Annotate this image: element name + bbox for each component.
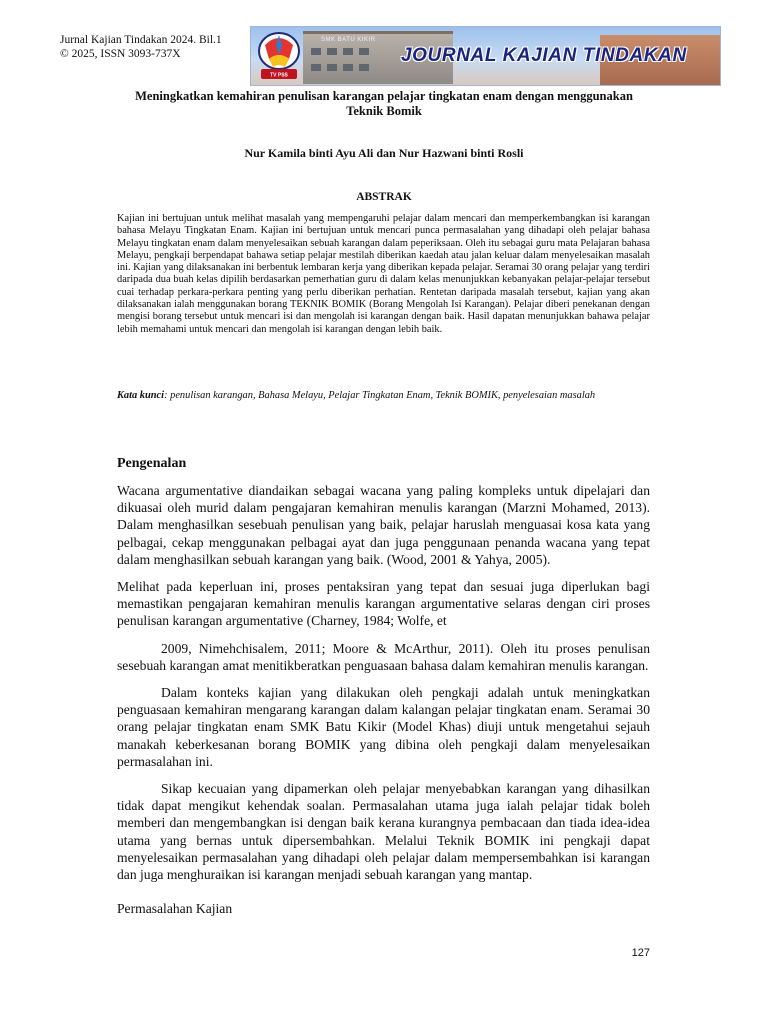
journal-banner	[250, 26, 721, 86]
page-number: 127	[631, 947, 650, 959]
abstract-heading: ABSTRAK	[356, 191, 412, 203]
paragraph-4: Dalam konteks kajian yang dilakukan oleh pengkaji adalah untuk meningkatkan penguasaan kemahiran mengarang karangan dalam kalangan pelajar tingkatan enam. Seramai 30 orang pelajar tingkatan enam SMK Batu Kikir (Model Khas) diuji untuk mengetahui sejauh manakah keberkesanan borang BOMIK yang dibina oleh pengkaji dalam menyelesaikan permasalahan ini.	[117, 685, 650, 769]
abstract-body: Kajian ini bertujuan untuk melihat masalah yang mempengaruhi pelajar dalam mencari dan memperkembangkan isi karangan bahasa Melayu Tingkatan Enam. Kajian ini bertujuan untuk mencari punca permasalahan yang dihadapi oleh pelajar bahasa Melayu tingkatan enam dalam menyelesaikan sebuah karangan dalam peperiksaan. Oleh itu sebagai guru mata Pelajaran bahasa Melayu, pengkaji berpendapat bahawa setiap pelajar mestilah diberikan kaedah atau jalan keluar dalam menyelesaikan masalah ini. Kajian yang dilaksanakan ini berbentuk lembaran kerja yang diberikan kepada pelajar. Seramai 30 orang pelajar yang terdiri daripada dua buah kelas dipilih berdasarkan pemerhatian guru di dalam kelas menunjukkan kebanyakan pelajar-pelajar tersebut cuai terhadap perkara-perkara penting yang perlu diberikan perhatian. Rentetan daripada masalah tersebut, kajian yang akan dilaksanakan ialah menggunakan borang TEKNIK BOMIK (Borang Mengolah Isi Karangan). Pelajar diberi penekanan dengan mengisi borang tersebut untuk mencari isi dan mengolah isi karangan dengan baik. Hasil dapatan menunjukkan bahawa pelajar lebih memahami untuk mencari dan mengolah isi karangan dengan lebih baik.	[117, 213, 650, 335]
tv-pss-logo-icon	[255, 29, 303, 83]
paragraph-3: 2009, Nimehchisalem, 2011; Moore & McArthur, 2011). Oleh itu proses penulisan sesebuah karangan amat menitikberatkan penguasaan bahasa dalam kemahiran menulis karangan.	[117, 640, 650, 673]
keywords-text: : penulisan karangan, Bahasa Melayu, Pelajar Tingkatan Enam, Teknik BOMIK, penyelesaian masalah	[164, 390, 596, 401]
subheading: Permasalahan Kajian	[117, 901, 233, 916]
banner-title: JOURNAL KAJIAN TINDAKAN	[401, 45, 687, 66]
school-sign: SMK BATU KIKIR	[321, 37, 376, 43]
journal-meta	[60, 33, 222, 61]
journal-issue: Jurnal Kajian Tindakan 2024. Bil.1	[60, 34, 222, 46]
paper-title-line1: Meningkatkan kemahiran penulisan karangan pelajar tingkatan enam dengan menggunakan	[135, 89, 633, 103]
paper-authors: Nur Kamila binti Ayu Ali dan Nur Hazwani binti Rosli	[244, 146, 524, 160]
paper-title	[100, 89, 668, 119]
keywords-label: Kata kunci	[117, 390, 165, 401]
main-text	[117, 482, 650, 893]
logo-tag: TV PSS	[270, 72, 288, 79]
journal-issn: © 2025, ISSN 3093-737X	[60, 48, 181, 60]
section-heading: Pengenalan	[117, 456, 187, 471]
paragraph-5: Sikap kecuaian yang dipamerkan oleh pelajar menyebabkan karangan yang dihasilkan tidak dapat mengikut kehendak soalan. Permasalahan utama juga ialah pelajar tidak boleh memberi dan mengembangkan isi dengan baik kerana kurangnya pembacaan dan tiada idea-idea utama yang bernas untuk dipersembahkan. Melalui Teknik BOMIK ini pengkaji dapat menyelesaikan permasalahan yang dihadapi oleh pelajar dalam mempersembahkan isi karangan dan juga menghuraikan isi karangan menjadi sebuah karangan yang mantap.	[117, 781, 650, 883]
keywords	[117, 390, 650, 402]
paragraph-2: Melihat pada keperluan ini, proses pentaksiran yang tepat dan sesuai juga diperlukan bagi memastikan pengajaran kemahiran menulis karangan argumentative selaras dengan ciri proses penulisan karangan argumentative (Charney, 1984; Wolfe, et	[117, 579, 650, 629]
paragraph-1: Wacana argumentative diandaikan sebagai wacana yang paling kompleks untuk dipelajari dan dikuasai oleh murid dalam pengajaran kemahiran menulis karangan (Marzni Mohamed, 2013). Dalam menghasilkan sesebuah penulisan yang baik, pelajar haruslah menguasai kosa kata yang pelbagai, cekap menggunakan pelbagai ayat dan juga penggunaan penanda wacana yang tepat dalam menghasilkan sebuah karangan yang baik. (Wood, 2001 & Yahya, 2005).	[117, 483, 650, 567]
paper-title-line2: Teknik Bomik	[346, 104, 422, 118]
